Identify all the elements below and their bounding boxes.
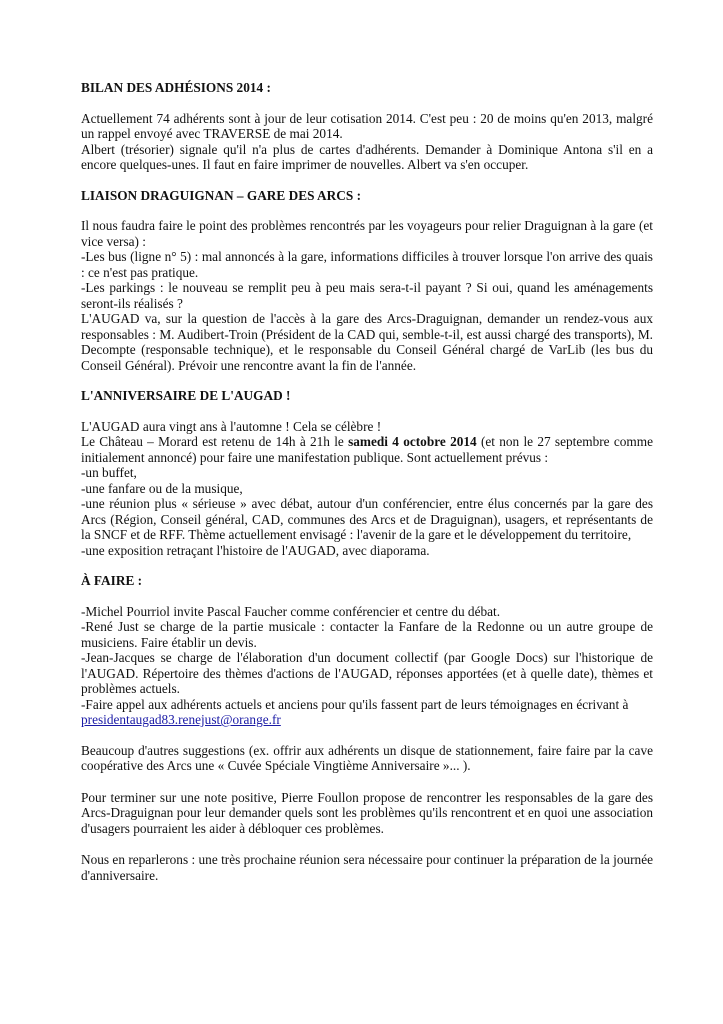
paragraph: Nous en reparlerons : une très prochaine réunion sera nécessaire pour continuer la préparation de la journée d'anniversaire. (81, 852, 653, 883)
paragraph (81, 434, 653, 465)
section-title: À FAIRE : (81, 573, 143, 588)
text-run: (et non le 27 septembre comme initialement annoncé) pour faire une manifestation publique. Sont actuellement prévus : (81, 434, 653, 465)
paragraph: Pour terminer sur une note positive, Pierre Foullon propose de rencontrer les responsables de la gare des Arcs-Draguignan pour leur demander quels sont les problèmes qu'ils rencontrent et en quoi une association d'usagers pourraient les aider à débloquer ces problèmes. (81, 789, 653, 836)
paragraph: -Les bus (ligne n° 5) : mal annoncés à la gare, informations difficiles à trouver lorsque l'on arrive des quais : ce n'est pas pratique. (81, 249, 653, 280)
list-item: -Faire appel aux adhérents actuels et anciens pour qu'ils fassent part de leurs témoignages en écrivant à (81, 696, 629, 712)
paragraph: Beaucoup d'autres suggestions (ex. offrir aux adhérents un disque de stationnement, faire faire par la cave coopérative des Arcs une « Cuvée Spéciale Vingtième Anniversaire »... ). (81, 742, 653, 773)
list-item: -un buffet, (81, 465, 137, 480)
email-link[interactable]: presidentaugad83.renejust@orange.fr (81, 712, 281, 727)
section-title: BILAN DES ADHÉSIONS 2014 : (81, 80, 271, 95)
paragraph: L'AUGAD va, sur la question de l'accès à la gare des Arcs-Draguignan, demander un rendez-vous aux responsables : M. Audibert-Troin (Président de la CAD qui, semble-t-il, est aussi chargé des transports), M. Decompte (responsable technique), et le responsable du Conseil Général chargé de VarLib (les bus du Conseil Général). Prévoir une rencontre avant la fin de l'année. (81, 311, 653, 373)
text-run: Le Château – Morard est retenu de 14h à 21h le (81, 434, 349, 449)
paragraph: Albert (trésorier) signale qu'il n'a plus de cartes d'adhérents. Demander à Dominique Antona s'il en a encore quelques-unes. Il faut en faire imprimer de nouvelles. Albert va s'en occuper. (81, 141, 653, 172)
paragraph: Actuellement 74 adhérents sont à jour de leur cotisation 2014. C'est peu : 20 de moins qu'en 2013, malgré un rappel envoyé avec TRAVERSE de mai 2014. (81, 110, 653, 141)
list-item: -une fanfare ou de la musique, (81, 480, 243, 496)
section-anniversaire (81, 388, 653, 558)
section-a-faire (81, 573, 653, 728)
list-item: -une exposition retraçant l'histoire de l'AUGAD, avec diaporama. (81, 542, 430, 558)
section-title: L'ANNIVERSAIRE DE L'AUGAD ! (81, 388, 291, 403)
paragraph: -Les parkings : le nouveau se remplit peu à peu mais sera-t-il payant ? Si oui, quand les aménagements seront-ils réalisés ? (81, 280, 653, 311)
list-item: -une réunion plus « sérieuse » avec débat, autour d'un conférencier, entre élus concernés par la gare des Arcs (Région, Conseil général, CAD, communes des Arcs et de Draguignan), usagers, et représentants de la SNCF et de RFF. Thème actuellement envisagé : l'avenir de la gare et le développement du territoire, (81, 496, 653, 542)
section-title: LIAISON DRAGUIGNAN – GARE DES ARCS : (81, 187, 362, 203)
section-adhesions (81, 80, 653, 173)
document-page (81, 80, 653, 899)
list-item: -Michel Pourriol invite Pascal Faucher comme conférencier et centre du débat. (81, 603, 501, 619)
paragraph: Il nous faudra faire le point des problèmes rencontrés par les voyageurs pour relier Draguignan à la gare (et vice versa) : (81, 218, 653, 249)
list-item: -René Just se charge de la partie musicale : contacter la Fanfare de la Redonne ou un autre groupe de musiciens. Faire établir un devis. (81, 619, 653, 650)
paragraph: L'AUGAD aura vingt ans à l'automne ! Cela se célèbre ! (81, 418, 382, 434)
section-liaison (81, 188, 653, 374)
event-date: samedi 4 octobre 2014 (348, 434, 477, 449)
list-item: -Jean-Jacques se charge de l'élaboration d'un document collectif (par Google Docs) sur l'historique de l'AUGAD. Répertoire des thèmes d'actions de l'AUGAD, réponses apportées (et à quelle date), thèmes et problèmes actuels. (81, 650, 653, 696)
